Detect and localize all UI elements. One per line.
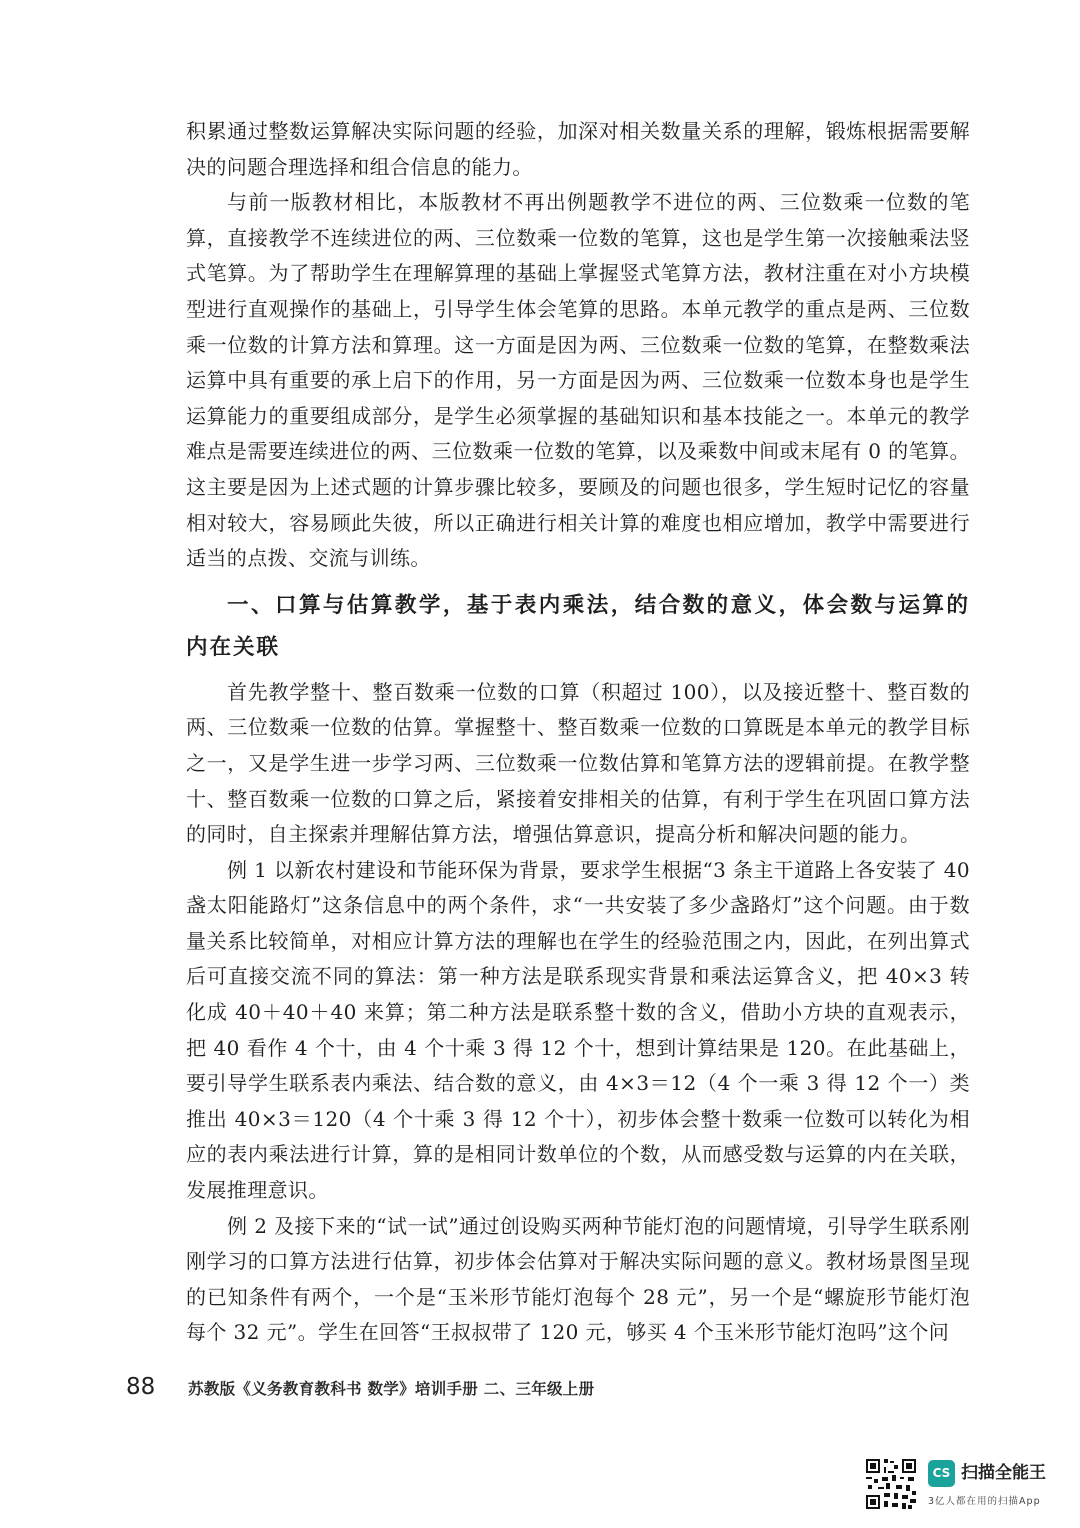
page-body (186, 114, 970, 1351)
page-footer (126, 1374, 594, 1400)
scanner-watermark (864, 1457, 1060, 1513)
scanner-app-logo: CS (928, 1460, 955, 1487)
book-title: 苏教版《义务教育教科书 数学》培训手册 二、三年级上册 (188, 1380, 595, 1398)
paragraph-example-1: 例 1 以新农村建设和节能环保为背景，要求学生根据“3 条主干道路上各安装了 40 盏太阳能路灯”这条信息中的两个条件，求“一共安装了多少盏路灯”这个问题。由于数量关系比较简单，对相应计算方法的理解也在学生的经验范围之内，因此，在列出算式后可直接交流不同的算法：第一种方法是联系现实背景和乘法运算含义，把 40×3 转化成 40＋40＋40 来算；第二种方法是联系整十数的含义，借助小方块的直观表示，把 40 看作 4 个十，由 4 个十乘 3 得 12 个十，想到计算结果是 120。在此基础上，要引导学生联系表内乘法、结合数的意义，由 4×3＝12（4 个一乘 3 得 12 个一）类推出 40×3＝120（4 个十乘 3 得 12 个十），初步体会整十数乘一位数可以转化为相应的表内乘法进行计算，算的是相同计数单位的个数，从而感受数与运算的内在关联，发展推理意识。 (186, 857, 970, 1203)
page-number: 88 (126, 1374, 156, 1400)
paragraph-comparison: 与前一版教材相比，本版教材不再出例题教学不进位的两、三位数乘一位数的笔算，直接教学不连续进位的两、三位数乘一位数的笔算，这也是学生第一次接触乘法竖式笔算。为了帮助学生在理解算理的基础上掌握竖式笔算方法，教材注重在对小方块模型进行直观操作的基础上，引导学生体会笔算的思路。本单元教学的重点是两、三位数乘一位数的计算方法和算理。这一方面是因为两、三位数乘一位数的笔算，在整数乘法运算中具有重要的承上启下的作用，另一方面是因为两、三位数乘一位数本身也是学生运算能力的重要组成部分，是学生必须掌握的基础知识和基本技能之一。本单元的教学难点是需要连续进位的两、三位数乘一位数的笔算，以及乘数中间或末尾有 0 的笔算。这主要是因为上述式题的计算步骤比较多，要顾及的问题也很多，学生短时记忆的容量相对较大，容易顾此失彼，所以正确进行相关计算的难度也相应增加，教学中需要进行适当的点拨、交流与训练。 (186, 190, 970, 571)
scanner-slogan: 3亿人都在用的扫描App (928, 1496, 1041, 1507)
paragraph-continuation: 积累通过整数运算解决实际问题的经验，加深对相关数量关系的理解，锻炼根据需要解决的问题合理选择和组合信息的能力。 (186, 119, 970, 179)
paragraph-oral-calculation: 首先教学整十、整百数乘一位数的口算（积超过 100），以及接近整十、整百数的两、三位数乘一位数的估算。掌握整十、整百数乘一位数的口算既是本单元的教学目标之一，又是学生进一步学习两、三位数乘一位数估算和笔算方法的逻辑前提。在教学整十、整百数乘一位数的口算之后，紧接着安排相关的估算，有利于学生在巩固口算方法的同时，自主探索并理解估算方法，增强估算意识，提高分析和解决问题的能力。 (186, 679, 970, 847)
scanner-brand-name: 扫描全能王 (961, 1463, 1046, 1483)
qr-code-icon (864, 1457, 918, 1511)
section-heading: 一、口算与估算教学，基于表内乘法，结合数的意义，体会数与运算的内在关联 (186, 592, 970, 660)
paragraph-example-2: 例 2 及接下来的“试一试”通过创设购买两种节能灯泡的问题情境，引导学生联系刚刚学习的口算方法进行估算，初步体会估算对于解决实际问题的意义。教材场景图呈现的已知条件有两个，一个是“玉米形节能灯泡每个 28 元”，另一个是“螺旋形节能灯泡每个 32 元”。学生在回答“王叔叔带了 120 元，够买 4 个玉米形节能灯泡吗”这个问 (186, 1213, 970, 1345)
